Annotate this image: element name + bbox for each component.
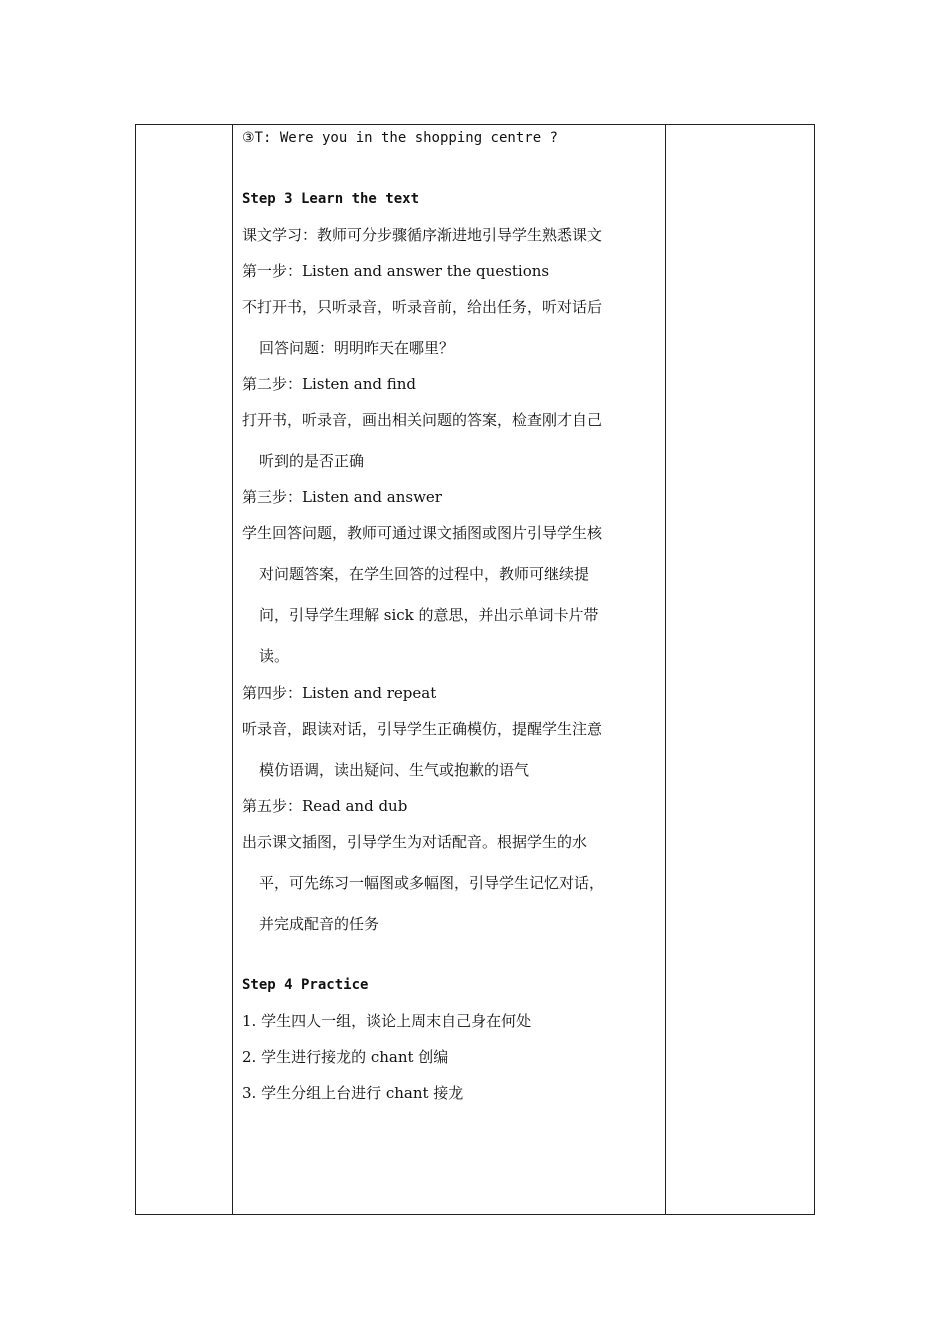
practice-item-1: 1. 学生四人一组，谈论上周末自己身在何处 xyxy=(242,1012,532,1030)
substep-5: 第五步：Read and dub xyxy=(242,797,408,815)
table-left-column xyxy=(136,125,233,1214)
text-line: 平，可先练习一幅图或多幅图，引导学生记忆对话， xyxy=(259,874,605,892)
text-line: 不打开书，只听录音，听录音前，给出任务，听对话后 xyxy=(242,298,603,316)
dialogue-line: ③T: Were you in the shopping centre ? xyxy=(242,130,558,146)
text-line: 听到的是否正确 xyxy=(259,452,365,470)
substep-1: 第一步：Listen and answer the questions xyxy=(242,262,550,280)
text-line: 听录音，跟读对话，引导学生正确模仿，提醒学生注意 xyxy=(242,720,603,738)
text-line: 问，引导学生理解 sick 的意思，并出示单词卡片带 xyxy=(259,606,599,624)
step3-heading: Step 3 Learn the text xyxy=(242,191,420,207)
text-line: 模仿语调，读出疑问、生气或抱歉的语气 xyxy=(259,761,530,779)
substep-2: 第二步：Listen and find xyxy=(242,375,417,393)
text-line: 课文学习：教师可分步骤循序渐进地引导学生熟悉课文 xyxy=(242,226,603,244)
text-line: 回答问题：明明昨天在哪里？ xyxy=(259,339,455,357)
step4-heading: Step 4 Practice xyxy=(242,977,369,993)
text-line: 读。 xyxy=(259,647,290,665)
substep-3: 第三步：Listen and answer xyxy=(242,488,442,506)
text-line: 出示课文插图，引导学生为对话配音。根据学生的水 xyxy=(242,833,588,851)
text-line: 并完成配音的任务 xyxy=(259,915,380,933)
text-line: 学生回答问题，教师可通过课文插图或图片引导学生核 xyxy=(242,524,603,542)
text-line: 打开书，听录音，画出相关问题的答案，检查刚才自己 xyxy=(242,411,603,429)
text-line: 对问题答案，在学生回答的过程中，教师可继续提 xyxy=(259,565,590,583)
substep-4: 第四步：Listen and repeat xyxy=(242,684,437,702)
practice-item-2: 2. 学生进行接龙的 chant 创编 xyxy=(242,1048,449,1066)
practice-item-3: 3. 学生分组上台进行 chant 接龙 xyxy=(242,1084,464,1102)
lesson-table xyxy=(135,124,815,1215)
table-right-column xyxy=(666,125,814,1214)
